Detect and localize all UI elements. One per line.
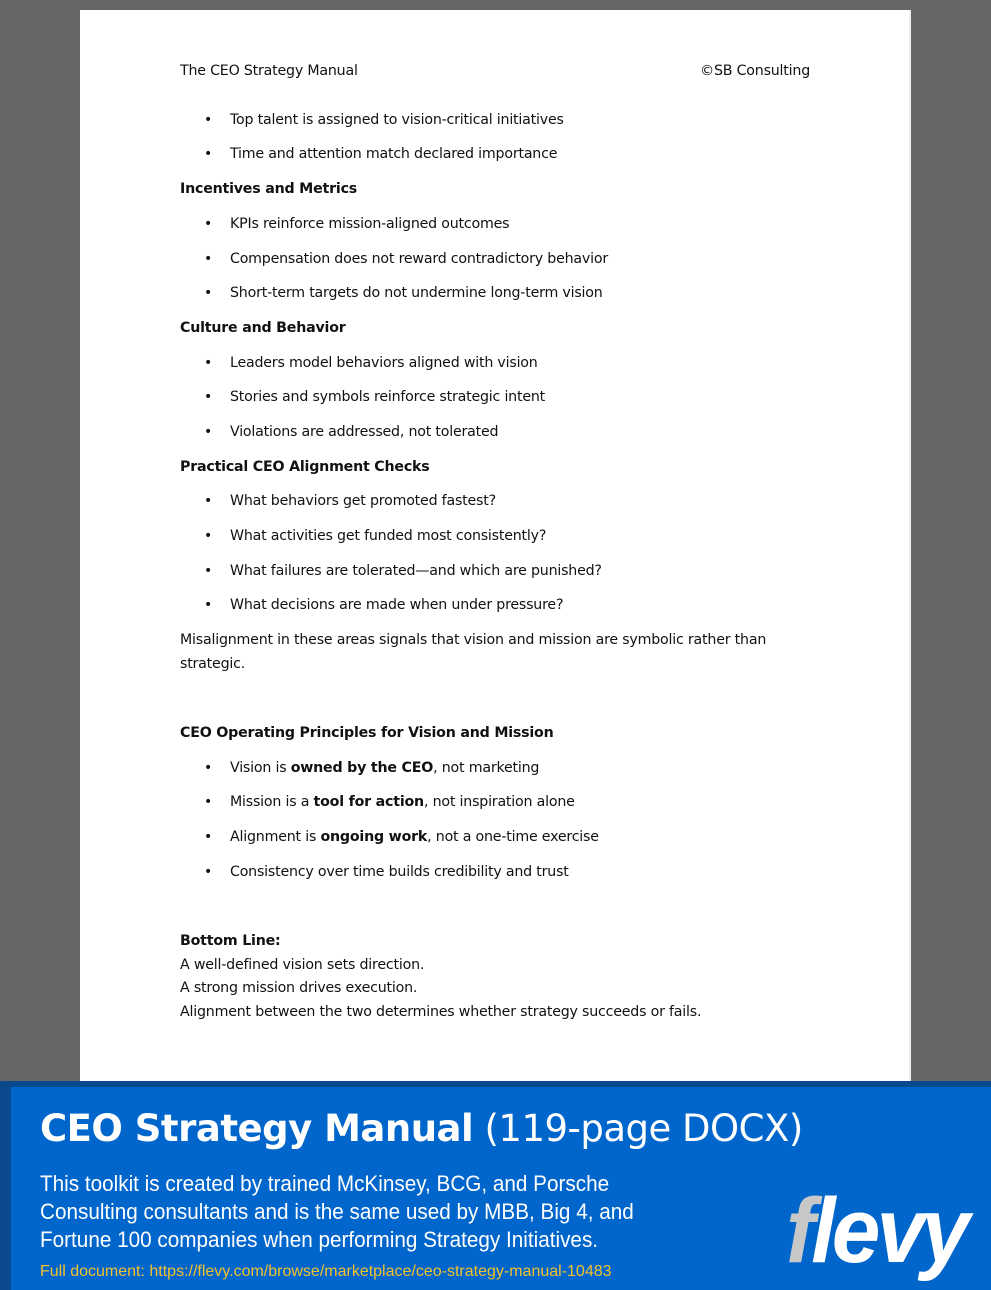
- section-heading-principles: CEO Operating Principles for Vision and Mission: [180, 725, 554, 741]
- promo-banner-body: [11, 1087, 991, 1290]
- bullet-icon: •: [204, 285, 213, 301]
- promo-banner: [0, 1081, 991, 1290]
- banner-description: This toolkit is created by trained McKinsey, BCG, and Porsche Consulting consultants and is the same used by MBB, Big 4, and Fortune 100 companies when performing Strategy Initiatives.: [40, 1171, 634, 1252]
- bullet-icon: •: [204, 597, 213, 613]
- bullet-icon: •: [204, 563, 213, 579]
- bullet-icon: •: [204, 216, 213, 232]
- bottom-line-text: A strong mission drives execution.: [180, 980, 418, 996]
- full-document-link[interactable]: Full document: https://flevy.com/browse/marketplace/ceo-strategy-manual-10483: [40, 1263, 612, 1280]
- section-heading-culture: Culture and Behavior: [180, 320, 346, 336]
- bullet-icon: •: [204, 528, 213, 544]
- bottom-line-text: Alignment between the two determines whether strategy succeeds or fails.: [180, 1004, 702, 1020]
- misalignment-paragraph-line-1: Misalignment in these areas signals that vision and mission are symbolic rather than: [180, 632, 767, 648]
- bullet-icon: •: [204, 424, 213, 440]
- bullet-icon: •: [204, 355, 213, 371]
- section-heading-incentives: Incentives and Metrics: [180, 181, 358, 197]
- flevy-logo[interactable]: flevy: [786, 1180, 967, 1282]
- bullet-icon: •: [204, 251, 213, 267]
- banner-title: CEO Strategy Manual (119-page DOCX): [40, 1107, 803, 1150]
- bullet-icon: •: [204, 794, 213, 810]
- bullet-icon: •: [204, 389, 213, 405]
- section-heading-checks: Practical CEO Alignment Checks: [180, 459, 430, 475]
- bullet-icon: •: [204, 829, 213, 845]
- bullet-icon: •: [204, 146, 213, 162]
- page-header: [180, 63, 810, 79]
- bottom-line-text: A well-defined vision sets direction.: [180, 957, 425, 973]
- bottom-line-heading: Bottom Line:: [180, 933, 281, 949]
- bullet-icon: •: [204, 864, 213, 880]
- bullet-icon: •: [204, 112, 213, 128]
- header-copyright: ©SB Consulting: [699, 63, 810, 79]
- header-title: The CEO Strategy Manual: [180, 63, 358, 79]
- document-page: The CEO Strategy Manual ©SB Consulting • Top talent is assigned to vision-critical initiatives • Time and attention match declared importance Incentives and Metrics • KPIs reinforce mission-aligned outcomes • Compensation does not reward contradictory behavior • Short-term targets do not undermine long-term vision Culture and Behavior • Leaders model behaviors aligned with vision • Stories and symbols reinforce strategic intent • Violations are addressed, not tolerated Practical CEO Alignment Checks • What behaviors get promoted fastest? • What activities get funded most consistently? • What failures are tolerated—and which are punished? • What decisions are made when under pressure? Misalignment in these areas signals that vision and mission are symbolic rather than strategic. CEO Operating Principles for Vision and Mission • Vision is owned by the CEO, not marketing • Mission is a tool for action, not inspiration alone • Alignment is ongoing work, not a one-time exercise • Consistency over time builds credibility and trust Bottom Line: A well-defined vision sets direction. A strong mission drives execution. Alignment between the two determines whether strategy succeeds or fails.: [80, 10, 911, 1090]
- bullet-icon: •: [204, 760, 213, 776]
- bullet-icon: •: [204, 493, 213, 509]
- misalignment-paragraph-line-2: strategic.: [180, 656, 246, 672]
